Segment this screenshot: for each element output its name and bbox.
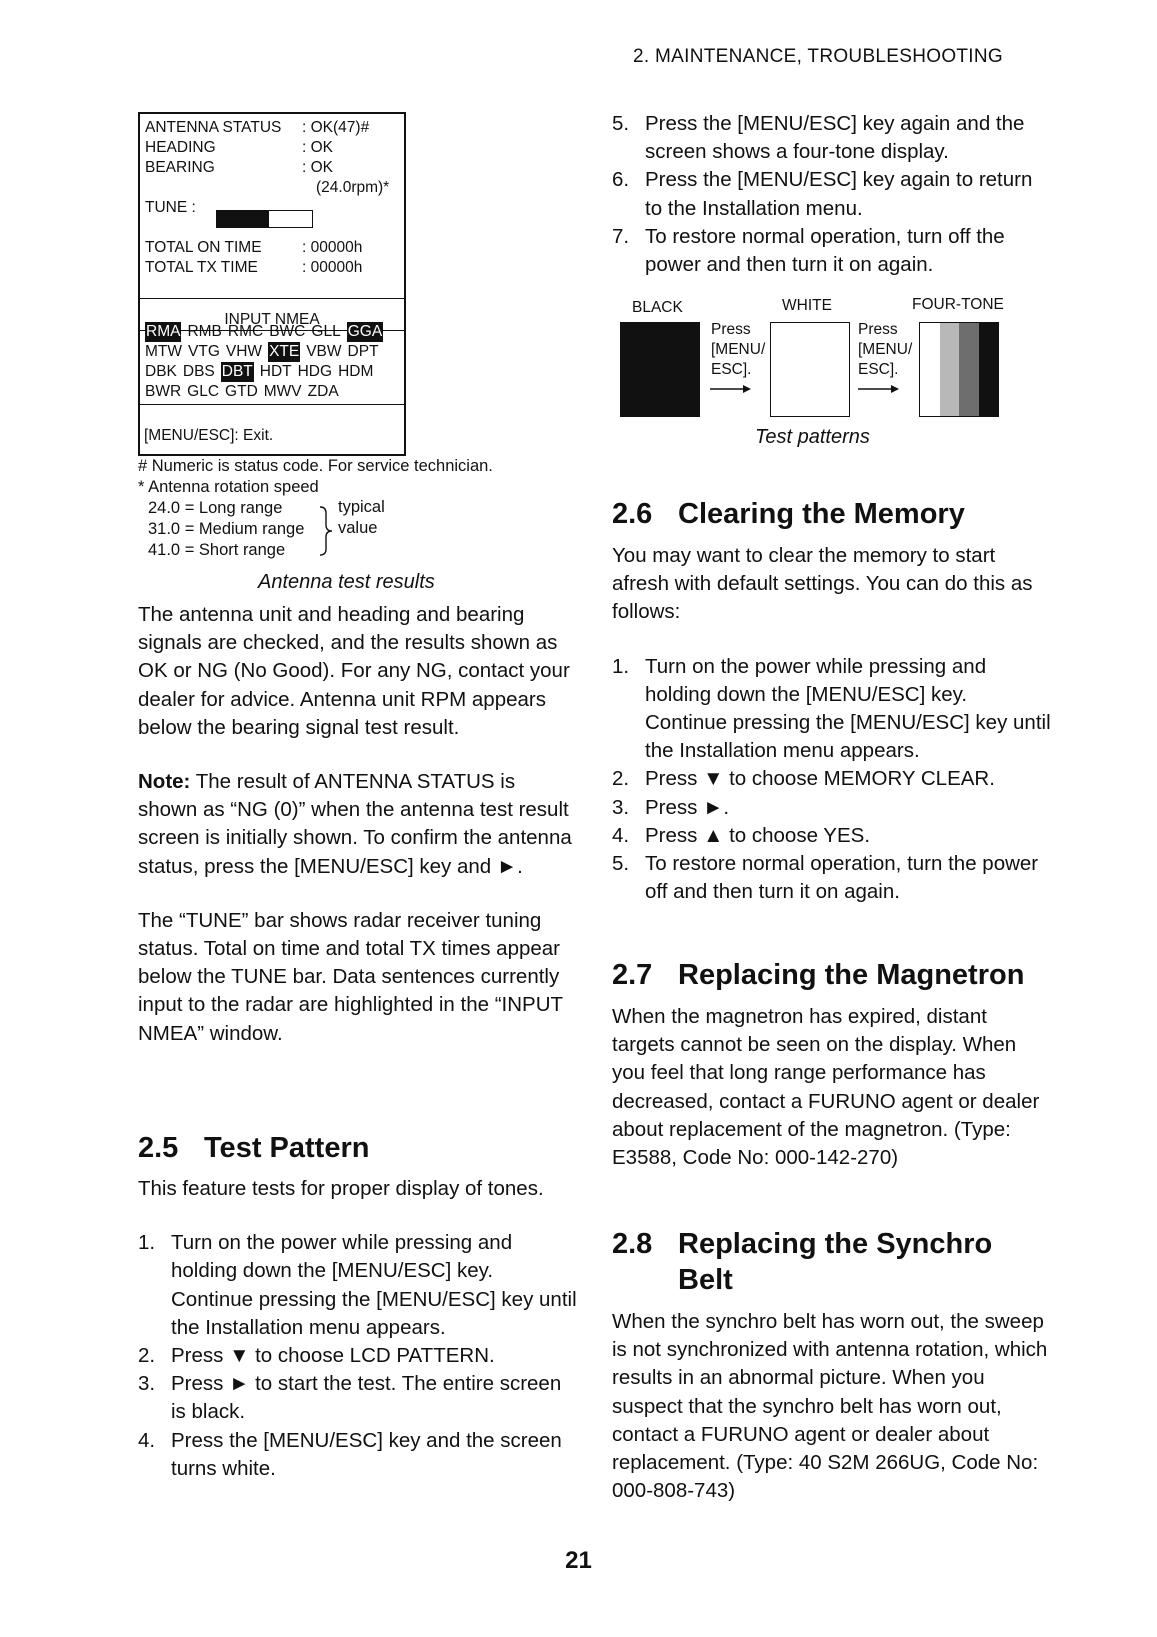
section-number: 2.8 xyxy=(612,1228,653,1260)
step-list xyxy=(612,653,1052,907)
list-item xyxy=(612,653,1052,766)
section-heading xyxy=(612,957,1052,993)
nmea-sentence-active: XTE xyxy=(269,343,300,360)
typical-value-label xyxy=(338,497,385,539)
arrow-right-icon xyxy=(710,383,752,395)
tone-stripe xyxy=(979,323,999,416)
step-number: 3. xyxy=(138,1372,156,1396)
section-title: Test Pattern xyxy=(204,1132,370,1164)
caption-antenna: Antenna test results xyxy=(258,571,435,593)
section-title: Replacing the Magnetron xyxy=(678,959,1025,991)
antenna-test-screen xyxy=(138,112,406,456)
section-2-6 xyxy=(612,496,1052,906)
step-number: 5. xyxy=(612,112,630,135)
label-four-tone: FOUR-TONE xyxy=(912,296,1004,313)
range-long: 24.0 = Long range xyxy=(148,499,283,517)
brace-icon xyxy=(318,505,338,557)
section-body: When the synchro belt has worn out, the sweep is not synchronized with antenna rotation, which results in an abnormal picture. When you suspect that the synchro belt has worn out, contact a FURUNO agent or dealer about replacement. (Type: 40 S2M 266UG, Code No: 000-808-743) xyxy=(612,1310,1048,1503)
value-text: value xyxy=(338,519,378,537)
nmea-sentence: HDM xyxy=(338,363,374,380)
tune-bar xyxy=(216,210,313,228)
time-label-on: TOTAL ON TIME xyxy=(145,239,262,256)
step-text: Press the [MENU/ESC] key again and the screen shows a four-tone display. xyxy=(645,112,1025,164)
step-list xyxy=(138,1229,578,1483)
note-text: The result of ANTENNA STATUS is shown as “NG (0)” when the antenna test result screen is initially shown. To confirm the antenna status, press the [MENU/ESC] key and ►. xyxy=(138,770,572,878)
nmea-sentence: VBW xyxy=(306,343,342,360)
step-number: 3. xyxy=(612,795,630,819)
note-label: Note: xyxy=(138,770,191,794)
note-status-code: # Numeric is status code. For service technician. xyxy=(138,457,493,475)
nmea-sentence: HDT xyxy=(259,363,292,380)
label-white: WHITE xyxy=(782,297,832,314)
page-number: 21 xyxy=(565,1547,592,1574)
nmea-sentence: ZDA xyxy=(307,383,339,400)
nmea-sentence: VTG xyxy=(188,343,220,360)
press-text: Press xyxy=(858,321,898,338)
antenna-description xyxy=(138,601,578,1048)
list-item xyxy=(612,822,1052,850)
nmea-row xyxy=(145,322,389,342)
time-label-tx: TOTAL TX TIME xyxy=(145,259,258,276)
nmea-sentence: GLC xyxy=(187,383,220,400)
list-item xyxy=(612,794,1052,822)
step-number: 2. xyxy=(138,1344,156,1368)
step-text: Press the [MENU/ESC] key and the screen turns white. xyxy=(171,1428,562,1480)
nmea-sentence: MTW xyxy=(145,343,183,360)
press-text: ESC]. xyxy=(858,361,899,378)
section-number: 2.6 xyxy=(612,498,653,530)
step-text: Press ▼ to choose MEMORY CLEAR. xyxy=(645,767,995,791)
caption-test-patterns: Test patterns xyxy=(755,426,870,448)
step-text: Press ►. xyxy=(645,795,730,819)
running-header: 2. MAINTENANCE, TROUBLESHOOTING xyxy=(632,46,1003,67)
note-rotation-speed: * Antenna rotation speed xyxy=(138,478,319,496)
step-text: Press ► to start the test. The entire screen is black. xyxy=(171,1372,562,1424)
step-text: Press the [MENU/ESC] key again to return to the Installation menu. xyxy=(645,168,1033,220)
nmea-sentence: DBS xyxy=(182,363,215,380)
section-heading xyxy=(612,1226,1052,1298)
press-text: [MENU/ xyxy=(858,341,913,358)
section-heading xyxy=(138,1130,578,1166)
section-2-7 xyxy=(612,957,1052,1172)
list-item xyxy=(612,223,1052,279)
list-item xyxy=(612,110,1052,166)
nmea-row xyxy=(145,342,385,362)
nmea-sentence-active: DBT xyxy=(221,363,253,380)
nmea-row xyxy=(145,382,345,402)
divider xyxy=(140,298,404,299)
nmea-sentence: GLL xyxy=(311,323,341,340)
antenna-notes xyxy=(138,456,493,561)
time-value-on: : 00000h xyxy=(302,239,363,256)
step-text: Turn on the power while pressing and holding down the [MENU/ESC] key. Continue pressing the [MENU/ESC] key until the Installation menu appears. xyxy=(645,654,1051,763)
section-2-8 xyxy=(612,1226,1052,1505)
exit-hint: [MENU/ESC]: Exit. xyxy=(144,427,274,444)
press-instruction xyxy=(858,320,912,380)
divider xyxy=(140,404,404,405)
status-label-antenna: ANTENNA STATUS xyxy=(145,119,282,136)
time-value-tx: : 00000h xyxy=(302,259,363,276)
list-item xyxy=(138,1427,578,1483)
nmea-sentence: GTD xyxy=(225,383,258,400)
range-short: 41.0 = Short range xyxy=(148,541,286,559)
tone-stripe xyxy=(940,323,960,416)
nmea-sentence: BWR xyxy=(145,383,182,400)
status-label-bearing: BEARING xyxy=(145,159,215,176)
section-heading xyxy=(612,496,1052,532)
list-item xyxy=(612,850,1052,906)
nmea-sentence: DBK xyxy=(145,363,177,380)
step-number: 7. xyxy=(612,224,630,248)
nmea-sentence: VHW xyxy=(225,343,263,360)
section-number: 2.7 xyxy=(612,959,653,991)
input-nmea-title: INPUT NMEA xyxy=(224,311,320,328)
rpm-readout: (24.0rpm)* xyxy=(316,179,390,196)
list-item xyxy=(612,765,1052,793)
pattern-four-tone xyxy=(919,322,999,417)
test-pattern-steps-continued xyxy=(612,110,1052,279)
step-text: Press ▲ to choose YES. xyxy=(645,823,871,847)
nmea-row xyxy=(145,362,379,382)
step-text: To restore normal operation, turn the power off and then turn it on again. xyxy=(645,852,1039,904)
list-item xyxy=(612,166,1052,222)
nmea-sentence-active: GGA xyxy=(347,323,383,340)
pattern-white xyxy=(770,322,850,417)
step-number: 2. xyxy=(612,767,630,791)
nmea-sentence: HDG xyxy=(297,363,333,380)
step-text: Press ▼ to choose LCD PATTERN. xyxy=(171,1344,495,1368)
tune-label: TUNE : xyxy=(145,199,196,216)
note-paragraph xyxy=(138,768,578,881)
section-intro: You may want to clear the memory to start afresh with default settings. You can do this as follows: xyxy=(612,544,1033,624)
label-black: BLACK xyxy=(632,299,683,316)
step-list xyxy=(612,110,1052,279)
tune-paragraph: The “TUNE” bar shows radar receiver tuning status. Total on time and total TX times appear below the TUNE bar. Data sentences currently input to the radar are highlighted in the “INPUT NMEA” window. xyxy=(138,908,563,1045)
status-value-bearing: : OK xyxy=(302,159,334,176)
list-item xyxy=(138,1370,578,1426)
tone-stripe xyxy=(920,323,940,416)
antenna-paragraph: The antenna unit and heading and bearing signals are checked, and the results shown as OK or NG (No Good). For any NG, contact your dealer for advice. Antenna unit RPM appears below the bearing signal test result. xyxy=(138,603,570,739)
section-2-5 xyxy=(138,1130,578,1483)
step-number: 4. xyxy=(138,1428,156,1452)
nmea-sentence: MWV xyxy=(263,383,302,400)
nmea-sentence: DPT xyxy=(347,343,379,360)
typical-text: typical xyxy=(338,498,385,516)
section-number: 2.5 xyxy=(138,1132,179,1164)
range-medium: 31.0 = Medium range xyxy=(148,520,305,538)
status-value-heading: : OK xyxy=(302,139,334,156)
list-item xyxy=(138,1342,578,1370)
step-number: 5. xyxy=(612,852,630,876)
nmea-sentence: RMB xyxy=(187,323,222,340)
section-title-cont: Belt xyxy=(678,1264,733,1296)
press-instruction xyxy=(711,320,765,380)
step-text: Turn on the power while pressing and holding down the [MENU/ESC] key. Continue pressing the [MENU/ESC] key until the Installation menu appears. xyxy=(171,1231,577,1339)
press-text: [MENU/ xyxy=(711,341,766,358)
tone-stripe xyxy=(959,323,979,416)
nmea-sentence-active: RMA xyxy=(146,323,181,340)
tune-bar-fill xyxy=(217,211,269,227)
nmea-sentence: RMC xyxy=(227,323,264,340)
step-text: To restore normal operation, turn off the power and then turn it on again. xyxy=(645,224,1005,277)
nmea-sentence: BWC xyxy=(269,323,306,340)
section-title: Clearing the Memory xyxy=(678,498,965,530)
status-label-heading: HEADING xyxy=(145,139,216,156)
step-number: 4. xyxy=(612,823,630,847)
arrow-right-icon xyxy=(858,383,900,395)
step-number: 1. xyxy=(138,1231,156,1255)
step-number: 1. xyxy=(612,654,630,678)
press-text: Press xyxy=(711,321,751,338)
list-item xyxy=(138,1229,578,1342)
step-number: 6. xyxy=(612,168,630,192)
section-body: When the magnetron has expired, distant targets cannot be seen on the display. When you feel that long range performance has decreased, contact a FURUNO agent or dealer about replacement of the magnetron. (Type: E3588, Code No: 000-142-270) xyxy=(612,1005,1040,1170)
pattern-black xyxy=(620,322,700,417)
status-value-antenna: : OK(47)# xyxy=(302,119,370,136)
section-title: Replacing the Synchro xyxy=(678,1228,993,1260)
press-text: ESC]. xyxy=(711,361,752,378)
section-intro: This feature tests for proper display of tones. xyxy=(138,1177,544,1200)
